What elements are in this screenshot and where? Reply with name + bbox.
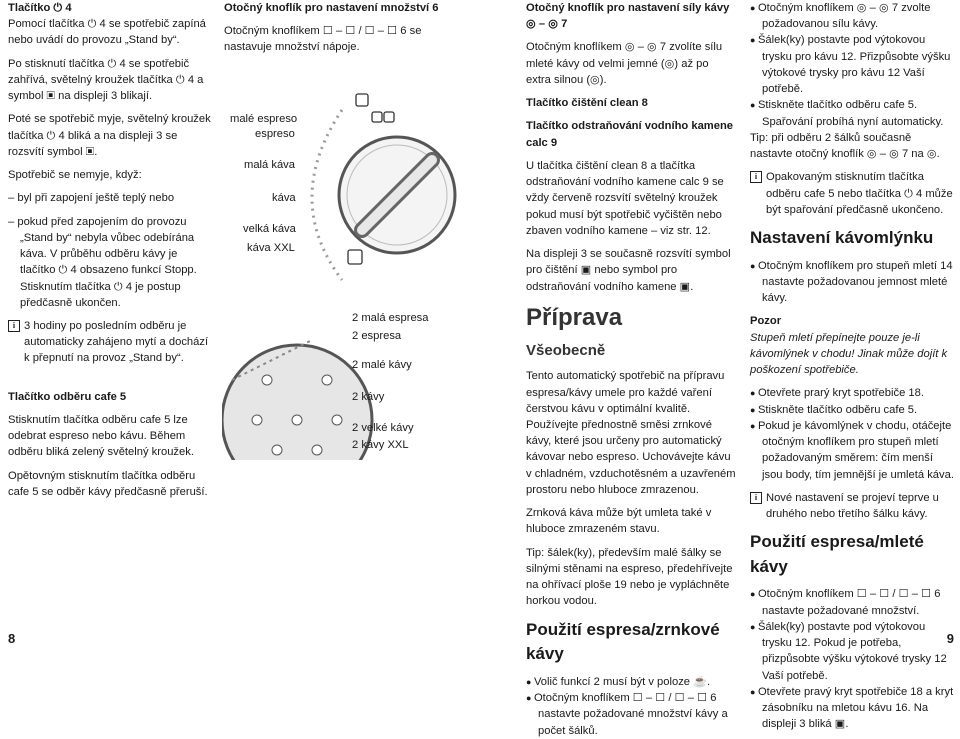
- paragraph: Po stisknutí tlačítka ⏻ 4 se spotřebič zahřívá, světelný kroužek tlačítka ⏻ 4 a symbol ▣ na displeji 3 blikají.: [8, 57, 204, 103]
- bullet-item: ● Otočným knoflíkem ◎ – ◎ 7 zvolte požadovanou sílu kávy.: [750, 0, 955, 32]
- bullet-item: ● Stiskněte tlačítko odběru cafe 5.: [750, 402, 955, 418]
- paragraph: Používejte přednostně směsi zrnkové kávy, které jsou určeny pro automatický kávovar nebo espreso. Uchovávejte kávu v chladném, vzduchotěsném a uzavřeném prostoru nebo hluboce zmrazenou.: [526, 419, 736, 496]
- heading-calc-9: Tlačítko odstraňování vodního kamene calc 9: [526, 120, 734, 149]
- paragraph: Poté se spotřebič myje, světelný kroužek tlačítka ⏻ 4 bliká a na displeji 3 se rozsvítí symbol ▣.: [8, 113, 211, 158]
- info-text: Nové nastavení se projeví teprve u druhého nebo třetího šálku kávy.: [766, 491, 939, 520]
- heading-clean-8: Tlačítko čištění clean 8: [526, 97, 648, 110]
- heading-knob-6: Otočný knoflík pro nastavení množství 6: [224, 2, 439, 14]
- knob-label-left: velká káva: [243, 223, 296, 235]
- knob-label-right: 2 velké kávy: [352, 422, 414, 434]
- warning-heading: Pozor: [750, 315, 782, 328]
- knob-label-left: káva XXL: [247, 242, 295, 254]
- lower-knob: [222, 345, 372, 460]
- knob-label-left: malé espreso: [230, 113, 298, 125]
- heading-espresso-beans: Použití espresa/zrnkové kávy: [526, 619, 720, 664]
- bullet-item: ● Pokud je kávomlýnek v chodu, otáčejte otočným knoflíkem pro stupeň mletí požadovaným směrem: čím menší jsou body, tím jemnější je umletá káva.: [750, 418, 955, 483]
- page-number-right: 9: [946, 631, 954, 647]
- paragraph: Spotřebič se nemyje, když:: [8, 169, 142, 182]
- info-note: [750, 490, 955, 522]
- paragraph: Opětovným stisknutím tlačítka odběru cafe 5 se odběr kávy předčasně přeruší.: [8, 469, 208, 498]
- page-number-left: 8: [8, 631, 16, 647]
- knob-label-left: malá káva: [244, 159, 295, 171]
- bullet-item: ● Otočným knoflíkem pro stupeň mletí 14 nastavte požadovanou jemnost mleté kávy.: [750, 258, 955, 307]
- info-note: [750, 169, 955, 218]
- bullet-item: ● Stiskněte tlačítko odběru cafe 5. Spařování probíhá nyní automaticky.: [750, 97, 955, 129]
- heading-cafe-5: Tlačítko odběru cafe 5: [8, 390, 127, 403]
- column-2: [224, 0, 439, 56]
- warning-text: Stupeň mletí přepínejte pouze je-li kávomlýnek v chodu! Jinak může dojít k poškození spotřebiče.: [750, 331, 948, 377]
- paragraph: U tlačítka čištění clean 8 a tlačítka odstraňování vodního kamene calc 9 se vždy červeně rozsvítí světelný kroužek pokud musí být spotřebič vyčištěn nebo zbaven vodního kamene – viz str. 12.: [526, 159, 724, 237]
- section-title: Příprava: [526, 303, 623, 331]
- heading-grinder: Nastavení kávomlýnku: [750, 228, 934, 248]
- info-icon: i: [750, 492, 762, 504]
- heading-espresso-ground: Použití espresa/mleté kávy: [750, 532, 924, 576]
- heading-button-4: Tlačítko ⏻ 4: [8, 2, 72, 14]
- paragraph: Otočným knoflíkem ◎ – ◎ 7 zvolíte sílu mleté kávy od velmi jemné (◎) až po extra silnou (◎).: [526, 41, 723, 86]
- info-text: Opakovaným stisknutím tlačítka odběru cafe 5 nebo tlačítka ⏻ 4 může být spařování předčasně ukončeno.: [766, 171, 953, 216]
- paragraph: Tento automatický spotřebič na přípravu espresa/kávy umele pro každé vaření čerstvou kávu v optimální kvalitě.: [526, 370, 725, 415]
- knob-label-right: 2 kávy XXL: [352, 439, 409, 451]
- column-1: [8, 0, 213, 500]
- knob-label-right: 2 malé kávy: [352, 359, 412, 371]
- column-4: [750, 0, 955, 733]
- paragraph: Stisknutím tlačítka odběru cafe 5 lze odebrat espreso nebo kávu. Během odběru bliká zelený světelný kroužek.: [8, 413, 194, 459]
- info-icon: i: [750, 171, 762, 183]
- knob-label-right: 2 malá espresa: [352, 312, 429, 324]
- paragraph: Zrnková káva může být umleta také v hluboce zmrazeném stavu.: [526, 507, 712, 536]
- column-3: [526, 0, 736, 739]
- info-text: 3 hodiny po posledním odběru je automaticky zahájeno mytí a dochází k přepnutí na provoz „Stand by“.: [24, 319, 209, 365]
- dash-item: – pokud před zapojením do provozu „Stand by“ nebyla vůbec odebírána káva. V průběhu odběru kávy je tlačítko ⏻ 4 obsazeno funkcí Stopp. Stisknutím tlačítka ⏻ 4 je postup předčasně ukončen.: [8, 214, 213, 311]
- bullet-item: ● Otočným knoflíkem ☐ – ☐ / ☐ – ☐ 6 nastavte požadované množství.: [750, 586, 955, 618]
- knob-label-left: espreso: [255, 128, 295, 140]
- bullet-item: ● Šálek(ky) postavte pod výtokovou trysku 12. Pokud je potřeba, přizpůsobte výšku výtokové trysky 12 Vaší potřebě.: [750, 619, 955, 684]
- bullet-item: ● Volič funkcí 2 musí být v poloze ☕.: [526, 674, 736, 690]
- bullet-item: ● Otočným knoflíkem ☐ – ☐ / ☐ – ☐ 6 nastavte požadované množství kávy a počet šálků.: [526, 690, 736, 739]
- knob-label-right: 2 kávy: [352, 391, 385, 403]
- info-icon: i: [8, 320, 20, 332]
- bullet-item: ● Otevřete pravý kryt spotřebiče 18 a kryt zásobníku na mletou kávu 16. Na displeji 3 bliká ▣.: [750, 684, 955, 733]
- knob-label-left: káva: [272, 192, 296, 204]
- heading-knob-7: Otočný knoflík pro nastavení síly kávy ◎ – ◎ 7: [526, 2, 730, 31]
- knob-label-right: 2 espresa: [352, 330, 402, 342]
- tip: Tip: šálek(ky), především malé šálky se silnými stěnami na espreso, předehřívejte na ohřívací ploše 19 nebo je vypláchněte horkou vodou.: [526, 546, 733, 608]
- paragraph: Pomocí tlačítka ⏻ 4 se spotřebič zapíná nebo uvádí do provozu „Stand by“.: [8, 18, 206, 47]
- bullet-item: ● Šálek(ky) postavte pod výtokovou trysku pro kávu 12. Přizpůsobte výšku výtokové trysky pro kávu 12 Vaší potřebě.: [750, 32, 955, 97]
- info-note: [8, 318, 213, 367]
- paragraph: Na displeji 3 se současně rozsvítí symbol pro čištění ▣ nebo symbol pro odstraňování vodního kamene ▣.: [526, 248, 731, 293]
- tip: Tip: při odběru 2 šálků současně nastavte otočný knoflík ◎ – ◎ 7 na ◎.: [750, 131, 940, 161]
- paragraph: Otočným knoflíkem ☐ – ☐ / ☐ – ☐ 6 se nastavuje množství nápoje.: [224, 25, 422, 54]
- bullet-item: ● Otevřete prarý kryt spotřebiče 18.: [750, 385, 955, 401]
- section-subtitle: Všeobecně: [526, 341, 606, 359]
- dash-item: – byl při zapojení ještě teplý nebo: [8, 190, 213, 206]
